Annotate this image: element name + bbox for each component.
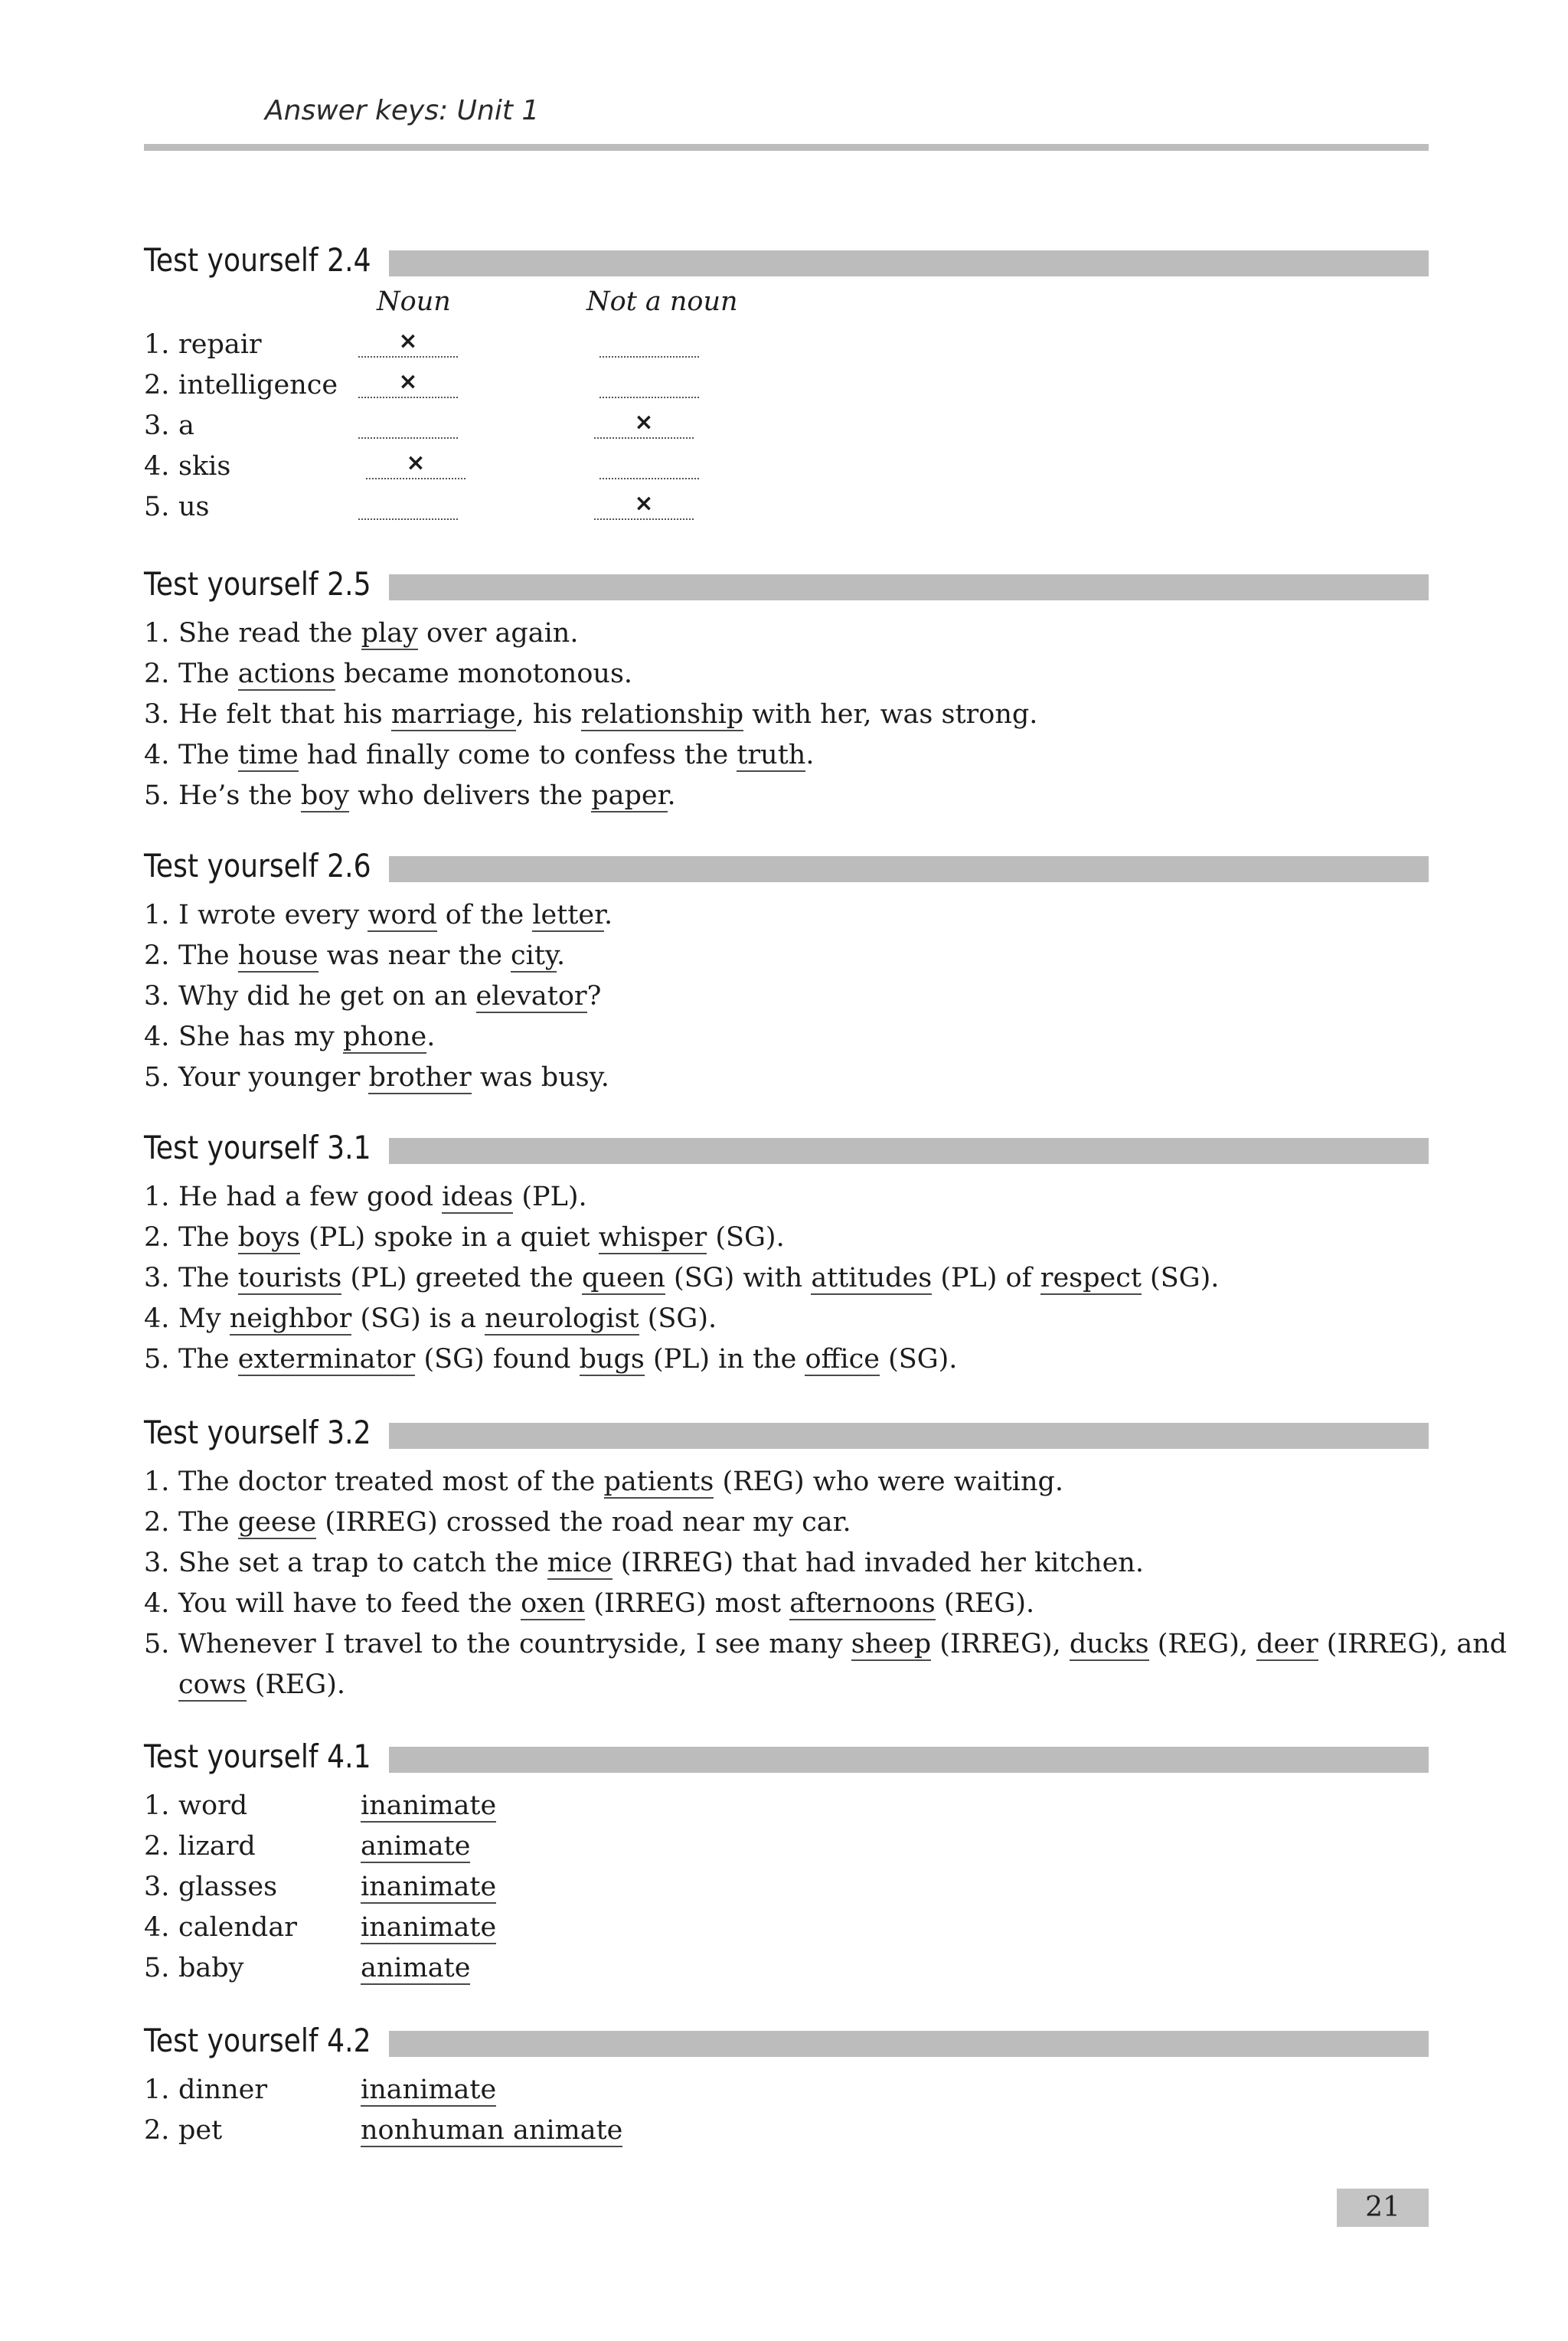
- sentence-text: .: [604, 900, 613, 930]
- list-item: [144, 2110, 1429, 2151]
- answer-text: [361, 2110, 622, 2151]
- section-heading: [144, 2018, 1429, 2064]
- answer-blank-noun: [358, 487, 458, 520]
- item-number: 5.: [144, 1629, 170, 1659]
- sentence-text: .: [667, 780, 676, 811]
- answer-list: [144, 1177, 1429, 1380]
- sentence-text: (PL) greeted the: [341, 1263, 582, 1293]
- underlined-noun: exterminator: [237, 1344, 416, 1375]
- sentence-text: .: [557, 940, 566, 971]
- sentence-text: (REG).: [246, 1669, 346, 1700]
- item-word: a: [178, 410, 194, 441]
- sentence-text: became monotonous.: [335, 659, 633, 689]
- sentence-text: She read the: [178, 618, 361, 649]
- item-number: 3.: [144, 410, 170, 441]
- answer-list: [144, 2070, 1429, 2151]
- list-item: [144, 976, 1429, 1017]
- sentence-text: My: [178, 1303, 230, 1334]
- item-word: repair: [178, 329, 262, 360]
- answer-blank-noun: [358, 406, 458, 439]
- list-item: [144, 1299, 1429, 1339]
- underlined-noun: office: [805, 1344, 880, 1375]
- item-number: 4.: [144, 1303, 170, 1334]
- item-number: 1.: [144, 900, 170, 930]
- item-number: 1.: [144, 329, 170, 360]
- list-item: [144, 1786, 1429, 1826]
- list-item: [144, 1218, 1429, 1258]
- sentence-text: (SG) with: [665, 1263, 812, 1293]
- section-title: Test yourself 3.2: [144, 1414, 371, 1451]
- sentence-text: The: [178, 659, 238, 689]
- item-number: 3.: [144, 1548, 170, 1578]
- item-number: 4.: [144, 451, 170, 482]
- underlined-answer: inanimate: [361, 1912, 497, 1943]
- list-item: [144, 1826, 1429, 1867]
- sentence-text: (REG) who were waiting.: [714, 1466, 1064, 1497]
- item-word: calendar: [178, 1912, 297, 1943]
- page-header: [144, 90, 1429, 151]
- underlined-noun: ducks: [1069, 1629, 1149, 1659]
- underlined-noun: tourists: [237, 1263, 342, 1293]
- underlined-noun: house: [237, 940, 318, 971]
- underlined-noun: paper: [591, 780, 668, 811]
- underlined-answer: inanimate: [361, 1790, 497, 1821]
- list-item: [144, 776, 1429, 816]
- list-item: [144, 1867, 1429, 1908]
- section-2-5: [144, 561, 1429, 816]
- item-word: dinner: [178, 2075, 268, 2105]
- heading-bar: [389, 856, 1429, 882]
- table-header: [144, 283, 1429, 325]
- underlined-noun: neurologist: [485, 1303, 639, 1334]
- item-number: 4.: [144, 740, 170, 770]
- underlined-answer: inanimate: [361, 1872, 497, 1902]
- list-item: [144, 1258, 1429, 1299]
- sentence-text: She has my: [178, 1022, 343, 1052]
- list-item: [144, 2070, 1429, 2110]
- sentence-text: He’s the: [178, 780, 301, 811]
- sentence-text: with her, was strong.: [743, 699, 1038, 730]
- sentence-text: Whenever I travel to the countryside, I see many: [178, 1629, 851, 1659]
- list-item: [144, 1058, 1429, 1098]
- underlined-noun: word: [368, 900, 437, 930]
- sentence-text: (IRREG),: [931, 1629, 1070, 1659]
- answer-text: [361, 1867, 496, 1908]
- underlined-noun: boy: [300, 780, 350, 811]
- page-number: 21: [1337, 2189, 1429, 2227]
- check-mark-icon: ×: [398, 328, 418, 355]
- item-number: 4.: [144, 1022, 170, 1052]
- underlined-noun: sheep: [851, 1629, 932, 1659]
- table-row: [144, 487, 1429, 528]
- item-number: 2.: [144, 1222, 170, 1253]
- answer-list: [144, 895, 1429, 1098]
- heading-bar: [389, 250, 1429, 276]
- underlined-noun: truth: [737, 740, 806, 770]
- underlined-noun: play: [361, 618, 418, 649]
- item-number: 5.: [144, 780, 170, 811]
- section-title: Test yourself 2.6: [144, 847, 371, 884]
- item-word: word: [178, 1790, 248, 1821]
- underlined-noun: elevator: [475, 981, 587, 1012]
- answer-text: [361, 2070, 496, 2110]
- answer-text: [361, 1948, 470, 1989]
- sentence-text: (PL) in the: [644, 1344, 805, 1375]
- sentence-text: ?: [586, 981, 602, 1012]
- column-header-noun: Noun: [377, 286, 451, 317]
- sentence-text: (SG).: [1141, 1263, 1220, 1293]
- section-title: Test yourself 4.2: [144, 2022, 371, 2059]
- item-number: 1.: [144, 1790, 170, 1821]
- sentence-text: had finally come to confess the: [298, 740, 737, 770]
- item-word: us: [178, 492, 210, 522]
- sentence-text: I wrote every: [178, 900, 368, 930]
- sentence-text: (IRREG) that had invaded her kitchen.: [612, 1548, 1144, 1578]
- list-item: [144, 1665, 1429, 1705]
- list-item: [144, 695, 1429, 735]
- section-heading: [144, 843, 1429, 889]
- list-item: [144, 1584, 1429, 1624]
- item-number: 4.: [144, 1588, 170, 1619]
- underlined-noun: mice: [547, 1548, 612, 1578]
- list-item: [144, 735, 1429, 776]
- sentence-text: (REG),: [1148, 1629, 1257, 1659]
- underlined-answer: inanimate: [361, 2075, 497, 2105]
- section-3-1: [144, 1125, 1429, 1380]
- sentence-text: The: [178, 1507, 238, 1538]
- underlined-noun: time: [237, 740, 299, 770]
- sentence-text: (IRREG), and: [1318, 1629, 1508, 1659]
- item-number: 2.: [144, 1507, 170, 1538]
- underlined-noun: relationship: [580, 699, 744, 730]
- item-number: 2.: [144, 659, 170, 689]
- section-heading: [144, 1410, 1429, 1456]
- sentence-text: He felt that his: [178, 699, 391, 730]
- sentence-text: She set a trap to catch the: [178, 1548, 547, 1578]
- item-number: 1.: [144, 2075, 170, 2105]
- item-number: 1.: [144, 1182, 170, 1212]
- answer-text: [361, 1786, 496, 1826]
- check-mark-icon: ×: [634, 409, 654, 436]
- item-number: 2.: [144, 940, 170, 971]
- running-head: Answer keys: Unit 1: [265, 95, 540, 126]
- sentence-text: of the: [436, 900, 533, 930]
- item-number: 5.: [144, 1344, 170, 1375]
- list-item: [144, 1017, 1429, 1058]
- underlined-noun: queen: [582, 1263, 665, 1293]
- underlined-answer: animate: [361, 1831, 471, 1862]
- underlined-noun: boys: [237, 1222, 300, 1253]
- item-number: 3.: [144, 981, 170, 1012]
- list-item: [144, 895, 1429, 936]
- sentence-text: (PL) of: [932, 1263, 1040, 1293]
- sentence-text: Your younger: [178, 1062, 369, 1093]
- heading-bar: [389, 1747, 1429, 1773]
- section-title: Test yourself 2.4: [144, 241, 371, 279]
- underlined-noun: letter: [532, 900, 604, 930]
- item-number: 5.: [144, 1953, 170, 1983]
- list-item: [144, 1177, 1429, 1218]
- heading-bar: [389, 1423, 1429, 1449]
- sentence-text: (IRREG) crossed the road near my car.: [316, 1507, 851, 1538]
- sentence-text: (SG) is a: [351, 1303, 485, 1334]
- item-word: skis: [178, 451, 231, 482]
- answer-list: [144, 1786, 1429, 1989]
- answer-list: [144, 1462, 1508, 1705]
- sentence-text: , his: [515, 699, 581, 730]
- underlined-noun: ideas: [442, 1182, 514, 1212]
- sentence-text: .: [426, 1022, 436, 1052]
- sentence-text: .: [805, 740, 815, 770]
- underlined-noun: deer: [1256, 1629, 1318, 1659]
- underlined-noun: phone: [342, 1022, 427, 1052]
- sentence-text: (SG).: [707, 1222, 785, 1253]
- item-number: 3.: [144, 699, 170, 730]
- list-item: [144, 613, 1429, 654]
- list-item: [144, 1908, 1429, 1948]
- underlined-noun: cows: [178, 1669, 247, 1700]
- answer-blank-not-noun: [599, 325, 699, 358]
- item-word: glasses: [178, 1872, 278, 1902]
- check-mark-icon: ×: [634, 490, 654, 517]
- item-number: 2.: [144, 2115, 170, 2146]
- list-item: [144, 1462, 1429, 1502]
- list-item: [144, 1339, 1429, 1380]
- sentence-text: The: [178, 1344, 238, 1375]
- underlined-answer: animate: [361, 1953, 471, 1983]
- sentence-text: (PL).: [513, 1182, 587, 1212]
- heading-bar: [389, 574, 1429, 600]
- sentence-text: was near the: [318, 940, 511, 971]
- section-title: Test yourself 3.1: [144, 1129, 371, 1166]
- check-mark-icon: ×: [406, 450, 426, 476]
- answer-text: [361, 1826, 470, 1867]
- section-3-2: [144, 1410, 1508, 1705]
- item-number: 3.: [144, 1263, 170, 1293]
- sentence-text: (SG).: [879, 1344, 958, 1375]
- underlined-noun: marriage: [390, 699, 516, 730]
- underlined-noun: oxen: [521, 1588, 586, 1619]
- item-number: 4.: [144, 1912, 170, 1943]
- sentence-text: The doctor treated most of the: [178, 1466, 604, 1497]
- list-item: [144, 1948, 1429, 1989]
- underlined-noun: whisper: [598, 1222, 707, 1253]
- section-2-6: [144, 843, 1429, 1098]
- table-row: [144, 446, 1429, 487]
- item-number: 3.: [144, 1872, 170, 1902]
- sentence-text: (REG).: [935, 1588, 1035, 1619]
- check-mark-icon: ×: [398, 368, 418, 395]
- answer-blank-not-noun: [599, 446, 699, 479]
- list-item: [144, 936, 1429, 976]
- section-heading: [144, 237, 1429, 283]
- underlined-noun: geese: [237, 1507, 317, 1538]
- underlined-noun: afternoons: [789, 1588, 936, 1619]
- underlined-noun: neighbor: [229, 1303, 352, 1334]
- item-number: 2.: [144, 1831, 170, 1862]
- sentence-text: who delivers the: [349, 780, 592, 811]
- sentence-text: (IRREG) most: [585, 1588, 790, 1619]
- heading-bar: [389, 2031, 1429, 2057]
- sentence-text: You will have to feed the: [178, 1588, 521, 1619]
- item-number: 5.: [144, 1062, 170, 1093]
- table-row: [144, 325, 1429, 365]
- list-item: [144, 654, 1429, 695]
- underlined-answer: nonhuman animate: [361, 2115, 623, 2146]
- underlined-noun: actions: [237, 659, 336, 689]
- sentence-text: The: [178, 740, 238, 770]
- sentence-text: The: [178, 940, 238, 971]
- sentence-text: The: [178, 1263, 238, 1293]
- answer-list: [144, 613, 1429, 816]
- heading-bar: [389, 1138, 1429, 1164]
- column-header-not-a-noun: Not a noun: [586, 286, 738, 317]
- sentence-text: (SG).: [639, 1303, 717, 1334]
- item-word: lizard: [178, 1831, 256, 1862]
- underlined-noun: patients: [603, 1466, 714, 1497]
- sentence-text: Why did he get on an: [178, 981, 476, 1012]
- sentence-text: The: [178, 1222, 238, 1253]
- item-word: baby: [178, 1953, 244, 1983]
- list-item: [144, 1624, 1508, 1665]
- answer-blank-not-noun: [599, 365, 699, 398]
- section-2-4: [144, 237, 1429, 528]
- underlined-noun: city: [511, 940, 557, 971]
- sentence-text: over again.: [417, 618, 579, 649]
- sentence-text: was busy.: [471, 1062, 609, 1093]
- answer-text: [361, 1908, 496, 1948]
- sentence-text: (PL) spoke in a quiet: [299, 1222, 599, 1253]
- section-heading: [144, 1125, 1429, 1171]
- section-title: Test yourself 4.1: [144, 1738, 371, 1775]
- list-item: [144, 1502, 1429, 1543]
- item-word: intelligence: [178, 370, 338, 401]
- section-heading: [144, 1734, 1429, 1780]
- underlined-noun: respect: [1040, 1263, 1142, 1293]
- section-4-1: [144, 1734, 1429, 1989]
- item-word: pet: [178, 2115, 223, 2146]
- section-heading: [144, 561, 1429, 607]
- section-title: Test yourself 2.5: [144, 565, 371, 603]
- table-row: [144, 406, 1429, 446]
- list-item: [144, 1543, 1429, 1584]
- item-number: 5.: [144, 492, 170, 522]
- underlined-noun: bugs: [579, 1344, 645, 1375]
- underlined-noun: brother: [368, 1062, 472, 1093]
- item-number: 1.: [144, 1466, 170, 1497]
- underlined-noun: attitudes: [811, 1263, 933, 1293]
- sentence-text: (SG) found: [415, 1344, 580, 1375]
- table-row: [144, 365, 1429, 406]
- section-4-2: [144, 2018, 1429, 2151]
- item-number: 1.: [144, 618, 170, 649]
- sentence-text: He had a few good: [178, 1182, 443, 1212]
- item-number: 2.: [144, 370, 170, 401]
